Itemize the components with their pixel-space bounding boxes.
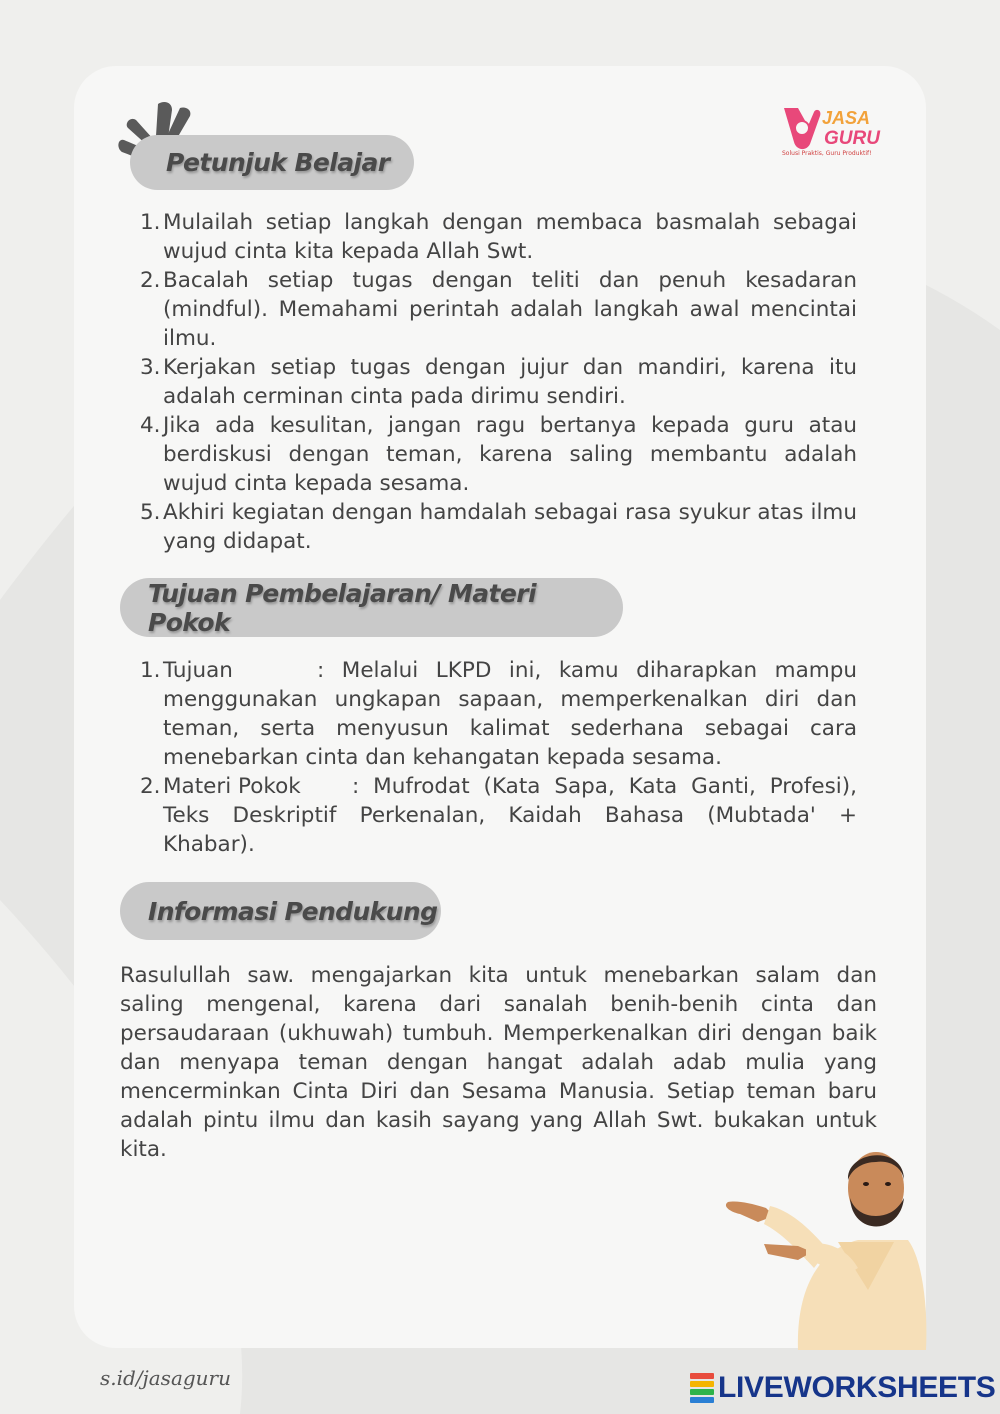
section-title-text: Tujuan Pembelajaran/ Materi Pokok — [148, 578, 536, 637]
logo-text-guru: GURU — [824, 128, 880, 149]
footer-url: s.id/jasaguru — [100, 1366, 231, 1390]
item-label: Tujuan — [163, 658, 233, 683]
tujuan-list — [140, 656, 857, 859]
list-item: 2. Bacalah setiap tugas dengan teliti dan penuh kesadaran (mindful). Memahami perintah adalah langkah awal mencintai ilmu. — [140, 268, 857, 351]
logo-text-jasa: JASA — [822, 108, 871, 128]
petunjuk-list — [140, 208, 857, 556]
section-title-text: Petunjuk Belajar — [166, 148, 390, 177]
liveworksheets-brand — [690, 1371, 996, 1405]
liveworksheets-wordmark: LIVEWORKSHEETS — [718, 1371, 996, 1404]
list-item: 1. Mulailah setiap langkah dengan membaca basmalah sebagai wujud cinta kita kepada Allah Swt. — [140, 210, 857, 264]
list-item: 2. Materi Pokok : Mufrodat (Kata Sapa, Kata Ganti, Profesi), Teks Deskriptif Perkenalan, Kaidah Bahasa (Mubtada' + Khabar). — [140, 774, 857, 857]
list-item: 5. Akhiri kegiatan dengan hamdalah sebagai rasa syukur atas ilmu yang didapat. — [140, 500, 857, 554]
list-item: 1. Tujuan : Melalui LKPD ini, kamu diharapkan mampu menggunakan ungkapan sapaan, memperkenalkan diri dan teman, serta menyusun kalimat sederhana sebagai cara menebarkan cinta dan kehangatan kepada sesama. — [140, 658, 857, 770]
pointing-man-illustration — [718, 1140, 928, 1350]
section-title-informasi — [120, 882, 441, 940]
section-title-petunjuk — [130, 135, 414, 190]
list-item: 3. Kerjakan setiap tugas dengan jujur dan mandiri, karena itu adalah cerminan cinta pada dirimu sendiri. — [140, 355, 857, 409]
section-title-text: Informasi Pendukung — [148, 896, 438, 926]
list-item: 4. Jika ada kesulitan, jangan ragu bertanya kepada guru atau berdiskusi dengan teman, karena saling membantu adalah wujud cinta kepada sesama. — [140, 413, 857, 496]
informasi-paragraph: Rasulullah saw. mengajarkan kita untuk menebarkan salam dan saling mengenal, karena dari sanalah benih-benih cinta dan persaudaraan (ukhuwah) tumbuh. Memperkenalkan diri dengan baik dan menyapa teman dengan hangat adalah adab mulia yang mencerminkan Cinta Diri dan Sesama Manusia. Setiap teman baru adalah pintu ilmu dan kasih sayang yang Allah Swt. bukakan untuk kita. — [120, 963, 877, 1162]
item-label: Materi Pokok — [163, 774, 301, 799]
logo-tagline: Solusi Praktis, Guru Produktif! — [782, 150, 872, 157]
section-title-tujuan — [120, 578, 623, 637]
liveworksheets-badge-icon — [690, 1373, 714, 1403]
